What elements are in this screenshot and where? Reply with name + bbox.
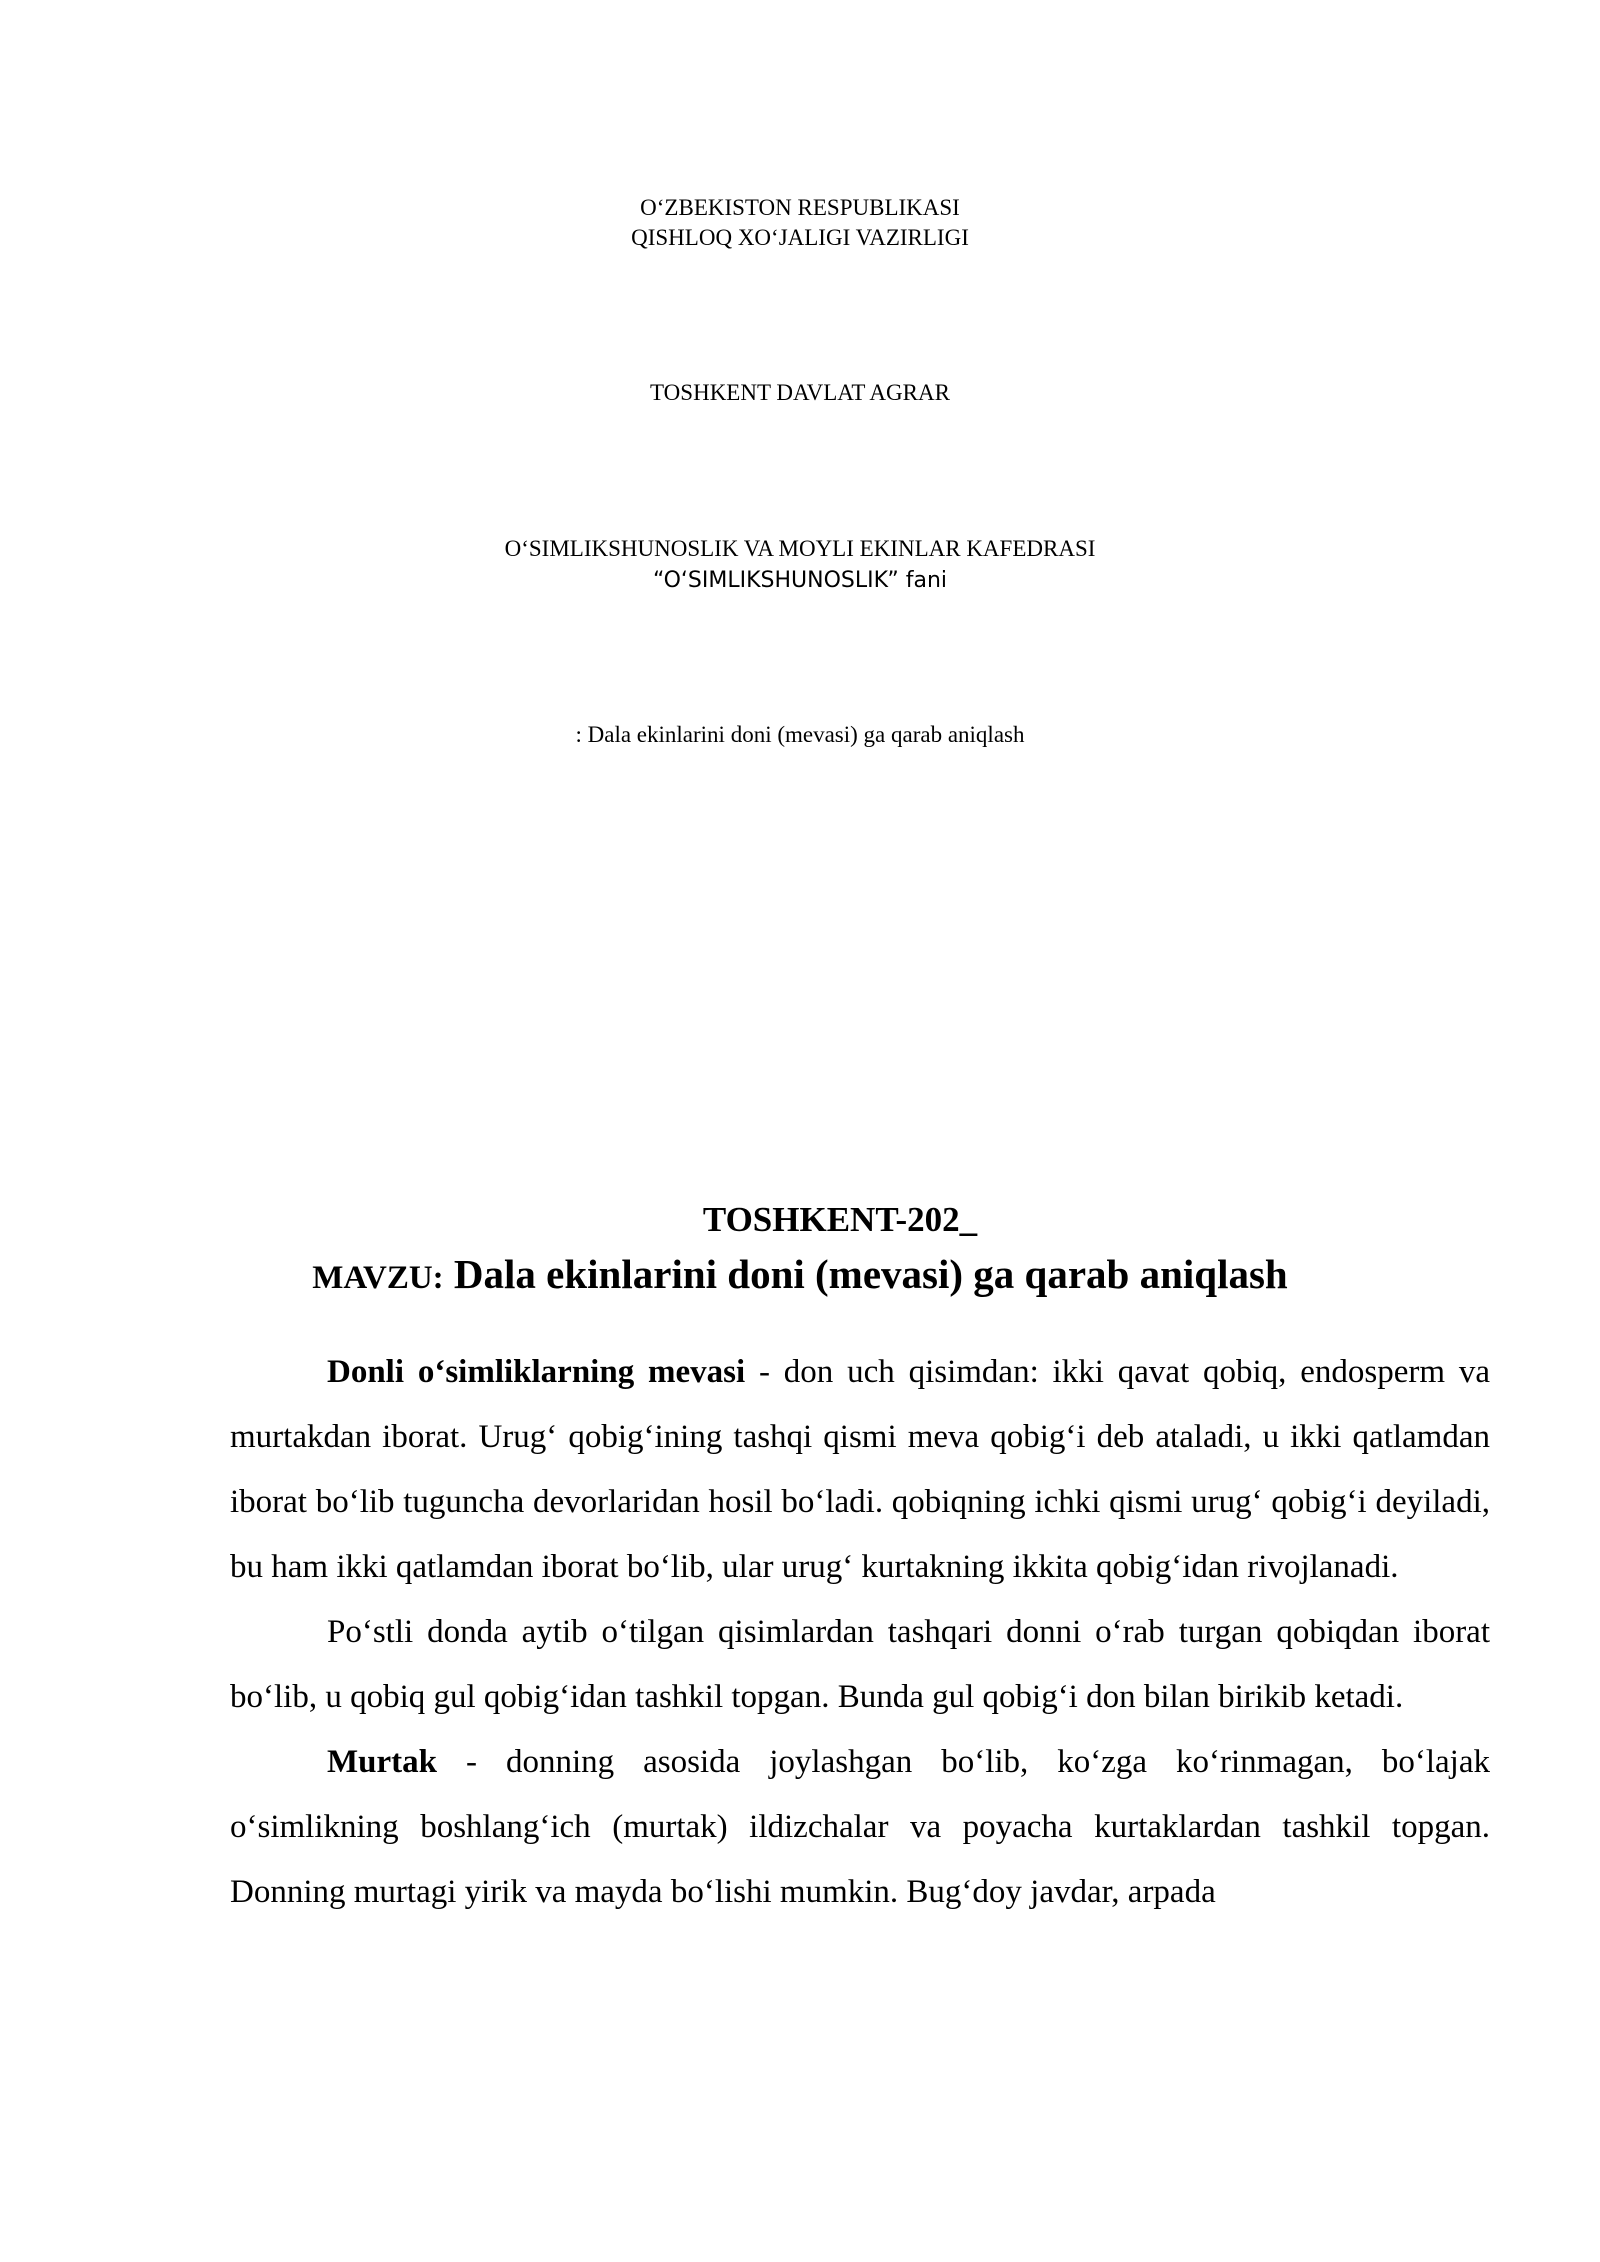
- term-fruit: Donli o‘simliklarning mevasi: [327, 1354, 746, 1390]
- paragraph-embryo-text: - donning asosida joylashgan bo‘lib, ko‘zga ko‘rinmagan, bo‘lajak o‘simlikning boshlang‘ich (murtak) ildizchalar va poyacha kurtaklardan tashkil topgan. Donning murtagi yirik va mayda bo‘lishi mumkin. Bug‘doy javdar, arpada: [230, 1744, 1490, 1910]
- cover-subject: “O‘SIMLIKSHUNOSLIK” fani: [652, 568, 948, 593]
- cover-republic: O‘ZBEKISTON RESPUBLIKASI: [640, 195, 960, 220]
- cover-university: TOSHKENT DAVLAT AGRAR: [650, 380, 950, 405]
- paragraph-husk: [230, 1600, 1490, 1730]
- topic-title: Dala ekinlarini doni (mevasi) ga qarab aniqlash: [453, 1251, 1288, 1297]
- city-year: TOSHKENT-202_: [702, 1200, 978, 1239]
- cover-topic-line: : Dala ekinlarini doni (mevasi) ga qarab aniqlash: [575, 722, 1025, 747]
- paragraph-embryo: [230, 1730, 1490, 1925]
- cover-ministry: QISHLOQ XO‘JALIGI VAZIRLIGI: [631, 225, 969, 250]
- paragraph-fruit: [230, 1340, 1490, 1600]
- topic-label: MAVZU:: [312, 1260, 444, 1296]
- paragraph-husk-text: Po‘stli donda aytib o‘tilgan qisimlardan tashqari donni o‘rab turgan qobiqdan iborat bo‘lib, u qobiq gul qobig‘idan tashkil topgan. Bunda gul qobig‘i don bilan birikib ketadi.: [230, 1614, 1490, 1715]
- body-text: [230, 1340, 1490, 1925]
- paragraph-fruit-text: - don uch qisimdan: ikki qavat qobiq, endosperm va murtakdan iborat. Urug‘ qobig‘ining tashqi qismi meva qobig‘i deb ataladi, u ikki qatlamdan iborat bo‘lib tuguncha devorlaridan hosil bo‘ladi. qobiqning ichki qismi urug‘ qobig‘i deyiladi, bu ham ikki qatlamdan iborat bo‘lib, ular urug‘ kurtakning ikkita qobig‘idan rivojlanadi.: [230, 1354, 1490, 1585]
- topic-heading: [0, 1248, 1600, 1304]
- cover-department: O‘SIMLIKSHUNOSLIK VA MOYLI EKINLAR KAFEDRASI: [504, 536, 1096, 561]
- term-embryo: Murtak: [327, 1744, 437, 1780]
